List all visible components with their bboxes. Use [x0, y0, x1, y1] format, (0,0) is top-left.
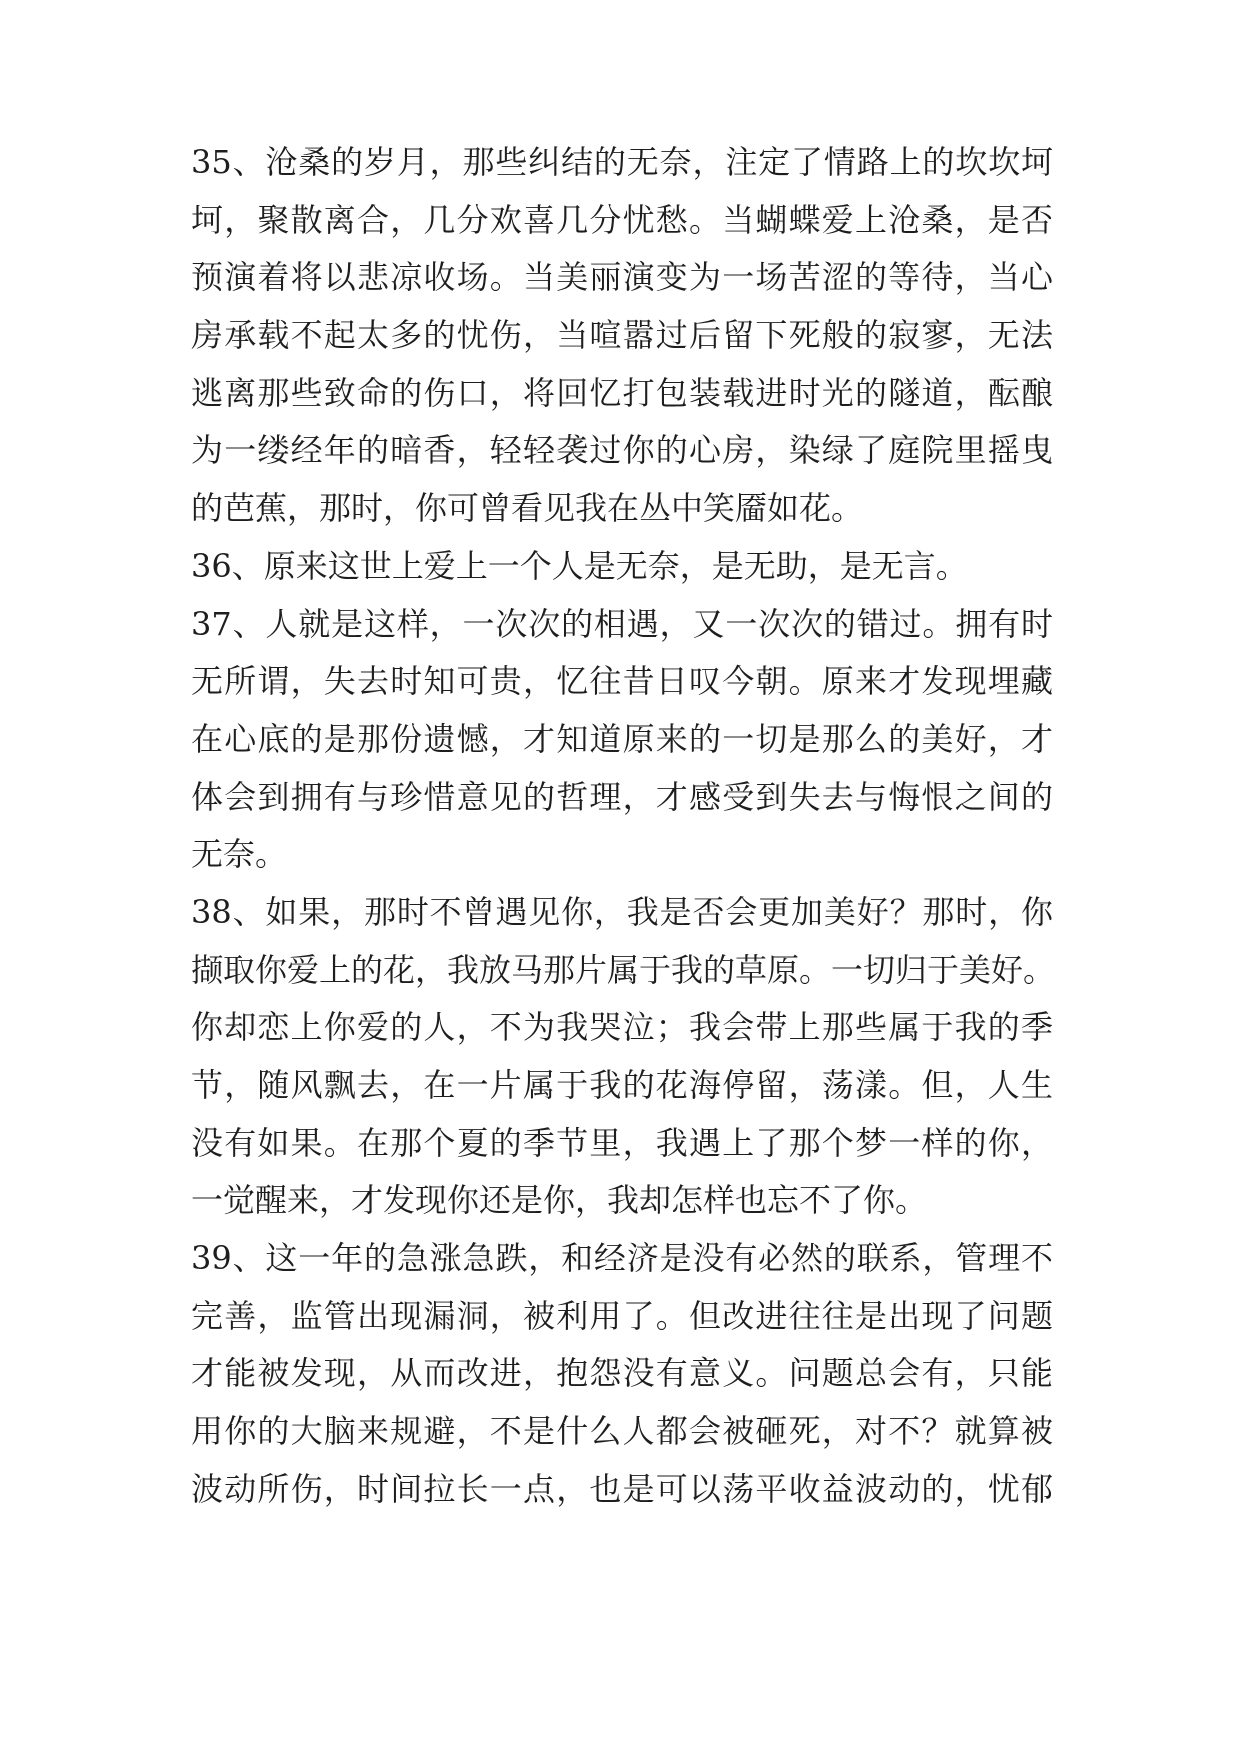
text-line: 波动所伤，时间拉长一点，也是可以荡平收益波动的，忧郁: [191, 1469, 1053, 1508]
text-line: 的芭蕉，那时，你可曾看见我在丛中笑靥如花。: [191, 489, 864, 528]
text-line: 无奈。: [191, 835, 288, 874]
text-line: 38、如果，那时不曾遇见你，我是否会更加美好？那时，你: [191, 892, 1053, 931]
text-line: 节，随风飘去，在一片属于我的花海停留，荡漾。但，人生: [191, 1066, 1053, 1104]
text-line: 坷，聚散离合，几分欢喜几分忧愁。当蝴蝶爱上沧桑，是否: [191, 200, 1053, 239]
text-line: 你却恋上你爱的人，不为我哭泣；我会带上那些属于我的季: [191, 1008, 1053, 1047]
text-line: 为一缕经年的暗香，轻轻袭过你的心房，染绿了庭院里摇曳: [191, 431, 1053, 470]
text-line: 撷取你爱上的花，我放马那片属于我的草原。一切归于美好。: [191, 950, 1056, 989]
paragraph-36: [191, 538, 1053, 596]
paragraph-35: [191, 134, 1053, 538]
text-line: 一觉醒来，才发现你还是你，我却怎样也忘不了你。: [191, 1181, 928, 1220]
text-line: 37、人就是这样，一次次的相遇，又一次次的错过。拥有时: [191, 604, 1053, 643]
text-line: 逃离那些致命的伤口，将回忆打包装载进时光的隧道，酝酿: [191, 373, 1053, 412]
text-line: 房承载不起太多的忧伤，当喧嚣过后留下死般的寂寥，无法: [191, 316, 1053, 355]
text-line: 39、这一年的急涨急跌，和经济是没有必然的联系，管理不: [191, 1239, 1053, 1278]
text-line: 用你的大脑来规避，不是什么人都会被砸死，对不？就算被: [191, 1412, 1053, 1451]
text-line: 在心底的是那份遗憾，才知道原来的一切是那么的美好，才: [191, 719, 1053, 758]
text-line: 才能被发现，从而改进，抱怨没有意义。问题总会有，只能: [191, 1354, 1053, 1393]
text-line: 36、原来这世上爱上一个人是无奈，是无助，是无言。: [191, 546, 968, 585]
text-line: 无所谓，失去时知可贵，忆往昔日叹今朝。原来才发现埋藏: [191, 662, 1053, 701]
text-line: 没有如果。在那个夏的季节里，我遇上了那个梦一样的你，: [191, 1123, 1053, 1162]
paragraph-38: [191, 884, 1056, 1230]
paragraph-39: [191, 1230, 1053, 1518]
text-line: 完善，监管出现漏洞，被利用了。但改进往往是出现了问题: [191, 1296, 1053, 1335]
document-page: [191, 134, 1056, 1519]
text-line: 体会到拥有与珍惜意见的哲理，才感受到失去与悔恨之间的: [191, 777, 1053, 816]
text-line: 预演着将以悲凉收场。当美丽演变为一场苦涩的等待，当心: [191, 258, 1053, 297]
paragraph-37: [191, 596, 1053, 884]
text-line: 35、沧桑的岁月，那些纠结的无奈，注定了情路上的坎坎坷: [191, 143, 1053, 181]
